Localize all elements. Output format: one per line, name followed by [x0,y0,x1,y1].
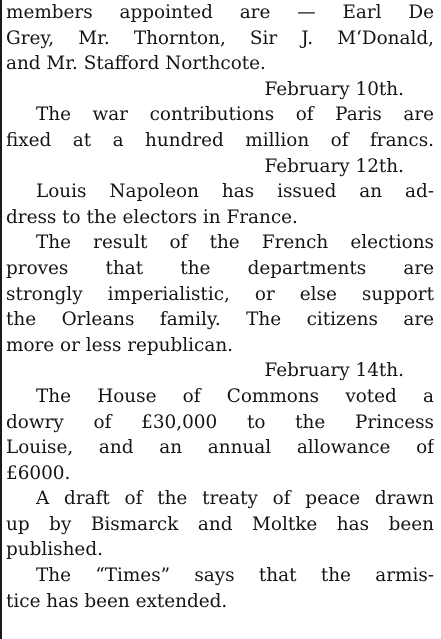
dateline-feb-14: February 14th. [264,360,404,382]
text-line: Grey, Mr. Thornton, Sir J. M‘Donald, [6,27,434,49]
text-line: tice has been extended. [6,590,228,612]
text-line: strongly imperialistic, or else support [6,283,434,305]
text-line: the Orleans family. The citizens are [6,309,434,331]
text-line: members appointed are — Earl De [6,2,434,23]
text-line: dress to the electors in France. [6,206,298,228]
text-line: Louis Napoleon has issued an ad- [36,181,434,203]
text-line: A draft of the treaty of peace drawn [36,488,434,510]
text-line: £6000. [6,462,71,484]
dateline-feb-10: February 10th. [264,78,404,100]
newspaper-column [6,0,434,614]
text-line: published. [6,539,103,561]
text-line: The war contributions of Paris are [36,104,434,126]
text-line: more or less republican. [6,334,234,356]
text-line: fixed at a hundred million of francs. [6,129,434,151]
text-line: dowry of £30,000 to the Princess [6,411,434,433]
column-rule [0,0,2,639]
text-line: and Mr. Stafford Northcote. [6,53,266,75]
dateline-feb-12: February 12th. [264,155,404,177]
text-line: Louise, and an annual allowance of [6,437,434,459]
text-line: The result of the French elections [36,232,434,254]
text-line: The House of Commons voted a [36,385,434,407]
text-line: up by Bismarck and Moltke has been [6,513,434,535]
text-line: proves that the departments are [6,257,434,279]
text-line: The “Times” says that the armis- [36,565,434,587]
